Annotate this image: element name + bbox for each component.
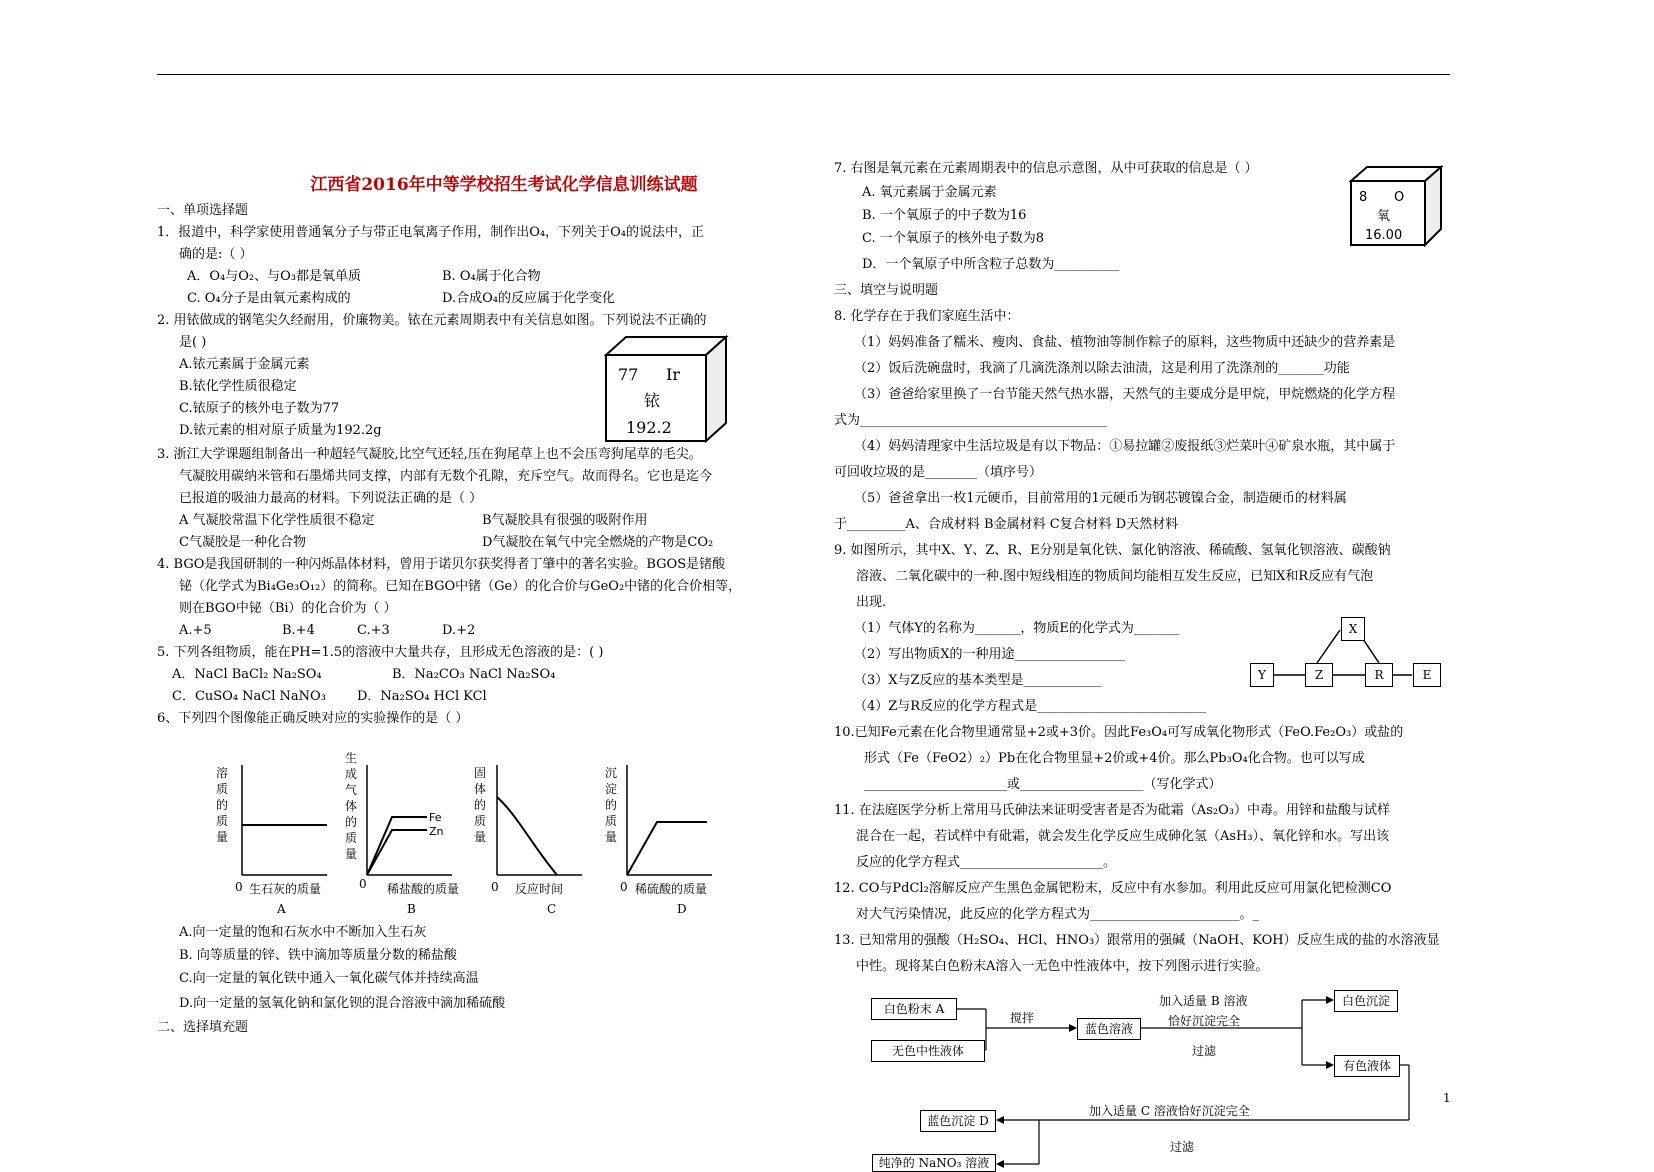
box-blue-precipitate: 蓝色沉淀 D [920, 1110, 996, 1132]
question-3: 3. 浙江大学课题组制备出一种超轻气凝胶,比空气还轻,压在狗尾草上也不会压弯狗尾草的毛尖。 [157, 447, 702, 462]
option-6a: A.向一定量的饱和石灰水中不断加入生石灰 [179, 925, 427, 940]
node-r: R [1365, 663, 1393, 687]
option-7b: B. 一个氧原子的中子数为16 [862, 208, 1027, 223]
option-2c: C.铱原子的核外电子数为77 [179, 401, 340, 416]
iridium-name: 铱 [644, 391, 661, 410]
option-7d: D．一个氧原子中所含粒子总数为__________ [862, 257, 1120, 272]
question-2: 2. 用铱做成的钢笔尖久经耐用，价廉物美。铱在元素周期表中有关信息如图。下列说法不正确的 [157, 313, 707, 328]
question-4-cont1: 铋（化学式为Bi₄Ge₃O₁₂）的简称。已知在BGO中锗（Ge）的化合价与GeO₂中锗的化合价相等， [179, 579, 742, 594]
question-6: 6、下列四个图像能正确反映对应的实验操作的是（ ） [157, 711, 469, 726]
option-3c: C气凝胶是一种化合物 [179, 535, 306, 550]
oxygen-element-box [1349, 165, 1444, 247]
graph-c-origin: 0 [491, 880, 499, 894]
q8-part1: （1）妈妈准备了糯米、瘦肉、食盐、植物油等制作粽子的原料，这些物质中还缺少的营养素是 [854, 335, 1396, 350]
graph-a-ylabel: 溶质的质量 [215, 766, 228, 844]
node-x: X [1341, 617, 1365, 641]
q9-part2: （2）写出物质X的一种用途_________________ [854, 647, 1126, 662]
option-2a: A.铱元素属于金属元素 [179, 357, 310, 372]
option-4d: D.+2 [442, 623, 476, 638]
oxygen-mass: 16.00 [1365, 228, 1403, 243]
graph-d-xlabel: 稀硫酸的质量 [635, 882, 708, 896]
option-1a: A．O₄与O₂、与O₃都是氧单质 [187, 269, 361, 284]
node-y: Y [1250, 663, 1274, 687]
question-1-cont: 确的是:（ ） [179, 247, 253, 262]
graph-d-ylabel: 沉淀的质量 [604, 766, 617, 844]
option-2d: D.铱元素的相对原子质量为192.2g [179, 423, 382, 438]
option-4c: C.+3 [357, 623, 390, 638]
series-fe: Fe [429, 811, 442, 824]
q8-part5-cont: 于_________A、合成材料 B金属材料 C复合材料 D天然材料 [834, 517, 1179, 532]
label-stir: 搅拌 [1010, 1011, 1035, 1025]
question-5: 5. 下列各组物质，能在PH=1.5的溶液中大量共存，且形成无色溶液的是：( ) [157, 645, 604, 660]
box-white-powder: 白色粉末 A [871, 998, 957, 1020]
question-7: 7. 右图是氧元素在元素周期表中的信息示意图，从中可获取的信息是（ ） [834, 161, 1258, 176]
graph-b-letter: B [407, 902, 416, 916]
q8-part3: （3）爸爸给家里换了一台节能天然气热水器，天然气的主要成分是甲烷，甲烷燃烧的化学方程 [854, 387, 1396, 402]
option-5a: A．NaCl BaCl₂ Na₂SO₄ [172, 667, 322, 682]
q9-part4: （4）Z与R反应的化学方程式是__________________________ [854, 699, 1207, 714]
q8-part5: （5）爸爸拿出一枚1元硬币，目前常用的1元硬币为钢芯镀镍合金，制造硬币的材料属 [854, 491, 1347, 506]
question-12-cont: 对大气污染情况，此反应的化学方程式为_______________________。_ [856, 907, 1260, 922]
section-heading-3: 三、填空与说明题 [834, 283, 939, 298]
option-1d: D.合成O₄的反应属于化学变化 [442, 291, 615, 306]
question-13: 13. 已知常用的强酸（H₂SO₄、HCl、HNO₃）跟常用的强碱（NaOH、KOH）反应生成的盐的水溶液显 [834, 933, 1440, 948]
question-1: 1．报道中，科学家使用普通氧分子与带正电氧离子作用，制作出O₄，下列关于O₄的说法中，正 [157, 225, 705, 240]
iridium-number: 77 [618, 365, 639, 384]
q9-part3: （3）X与Z反应的基本类型是____________ [854, 673, 1102, 688]
graph-d-origin: 0 [620, 880, 628, 894]
option-6c: C.向一定量的氧化铁中通入一氧化碳气体并持续高温 [179, 971, 479, 986]
option-5c: C．CuSO₄ NaCl NaNO₃ [172, 689, 326, 704]
box-blue-solution: 蓝色溶液 [1077, 1018, 1141, 1040]
graph-d-letter: D [677, 902, 687, 916]
q8-part4: （4）妈妈清理家中生活垃圾是有以下物品：①易拉罐②废报纸③烂菜叶④矿泉水瓶，其中属于 [854, 439, 1396, 454]
graph-a-xlabel: 生石灰的质量 [249, 882, 322, 896]
q8-part4-cont: 可回收垃圾的是________（填序号） [834, 465, 1043, 480]
iridium-symbol: Ir [666, 365, 680, 384]
option-3d: D气凝胶在氧气中完全燃烧的产物是CO₂ [482, 535, 714, 550]
page-number: 1 [1443, 1091, 1451, 1105]
box-colorless-liquid: 无色中性液体 [871, 1040, 985, 1062]
label-add-b: 加入适量 B 溶液 [1159, 994, 1248, 1008]
question-13-cont: 中性。现将某白色粉末A溶入一无色中性液体中，按下列图示进行实验。 [856, 959, 1269, 974]
option-6d: D.向一定量的氢氧化钠和氯化钡的混合溶液中滴加稀硫酸 [179, 996, 506, 1011]
question-2-cont: 是( ) [179, 335, 207, 350]
oxygen-number: 8 [1359, 190, 1368, 205]
label-add-b2: 恰好沉淀完全 [1168, 1014, 1241, 1028]
node-e: E [1413, 663, 1441, 687]
header-rule [157, 74, 1450, 75]
box-white-precipitate: 白色沉淀 [1334, 990, 1398, 1012]
box-pure-nano3: 纯净的 NaNO₃ 溶液 [872, 1154, 996, 1172]
graph-a-origin: 0 [235, 880, 243, 894]
graph-a-letter: A [277, 902, 286, 916]
option-5d: D．Na₂SO₄ HCl KCl [357, 689, 487, 704]
q8-part3-cont: 式为______________________________________ [834, 413, 1108, 428]
option-5b: B．Na₂CO₃ NaCl Na₂SO₄ [392, 667, 556, 682]
option-3b: B气凝胶具有很强的吸附作用 [482, 513, 648, 528]
graph-c-letter: C [547, 902, 557, 916]
graph-b-ylabel: 生成气体的质量 [344, 751, 357, 861]
graph-c-ylabel: 固体的质量 [473, 766, 486, 844]
question-11-cont1: 混合在一起，若试样中有砒霜，就会发生化学反应生成砷化氢（AsH₃）、氧化锌和水。写出该 [856, 829, 1390, 844]
option-2b: B.铱化学性质很稳定 [179, 379, 297, 394]
node-z: Z [1305, 663, 1333, 687]
option-7a: A. 氧元素属于金属元素 [862, 185, 997, 200]
label-filter-1: 过滤 [1192, 1044, 1217, 1058]
graph-c-xlabel: 反应时间 [515, 882, 564, 896]
section-heading-1: 一、单项选择题 [157, 203, 249, 218]
question-10-cont1: 形式（Fe（FeO2）₂）Pb在化合物里显+2价或+4价。那么Pb₃O₄化合物。也可以写成 [864, 751, 1365, 766]
graph-b-origin: 0 [359, 877, 367, 891]
question-4-cont2: 则在BGO中铋（Bi）的化合价为（ ） [179, 601, 397, 616]
question-4: 4. BGO是我国研制的一种闪烁晶体材料，曾用于诺贝尔获奖得者丁肇中的著名实验。BGOS是锗酸 [157, 557, 726, 572]
graph-b-xlabel: 稀盐酸的质量 [387, 882, 460, 896]
question-9-cont2: 出现. [856, 595, 887, 610]
oxygen-name: 氧 [1377, 209, 1391, 224]
option-4a: A.+5 [179, 623, 212, 638]
question-9-cont1: 溶液、二氧化碳中的一种.图中短线相连的物质间均能相互发生反应，已知X和R反应有气泡 [856, 569, 1374, 584]
page-title: 江西省2016年中等学校招生考试化学信息训练试题 [310, 175, 698, 195]
question-11-cont2: 反应的化学方程式______________________。 [856, 855, 1117, 870]
question-11: 11. 在法庭医学分析上常用马氏砷法来证明受害者是否为砒霜（As₂O₃）中毒。用锌和盐酸与试样 [834, 803, 1390, 818]
question-3-cont1: 气凝胶用碳纳米管和石墨烯共同支撑，内部有无数个孔隙，充斥空气。故而得名。它也是迄今 [179, 469, 713, 484]
q8-part2: （2）饭后洗碗盘时，我滴了几滴洗涤剂以除去油渍，这是利用了洗涤剂的_______功能 [854, 361, 1350, 376]
label-add-c: 加入适量 C 溶液恰好沉淀完全 [1089, 1104, 1250, 1118]
option-4b: B.+4 [282, 623, 315, 638]
question-3-cont2: 已报道的吸油力最高的材料。下列说法正确的是（ ） [179, 491, 483, 506]
question-10-cont2: ______________________或___________________（写化学式） [864, 777, 1222, 792]
oxygen-symbol: O [1394, 190, 1405, 205]
question-10: 10.已知Fe元素在化合物里通常显+2或+3价。因此Fe₃O₄可写成氧化物形式（FeO.Fe₂O₃）或盐的 [834, 725, 1404, 740]
option-1b: B. O₄属于化合物 [442, 269, 541, 284]
iridium-mass: 192.2 [626, 418, 672, 437]
q9-part1: （1）气体Y的名称为_______，物质E的化学式为_______ [854, 621, 1180, 636]
question-9: 9. 如图所示，其中X、Y、Z、R、E分别是氧化铁、氯化钠溶液、稀硫酸、氢氧化钡溶液、碳酸钠 [834, 543, 1391, 558]
option-6b: B. 向等质量的锌、铁中滴加等质量分数的稀盐酸 [179, 948, 457, 963]
series-zn: Zn [429, 825, 444, 838]
option-7c: C. 一个氧原子的核外电子数为8 [862, 231, 1045, 246]
option-1c: C. O₄分子是由氧元素构成的 [187, 291, 351, 306]
label-filter-2: 过滤 [1170, 1140, 1195, 1154]
question-8: 8. 化学存在于我们家庭生活中： [834, 309, 1020, 324]
iridium-element-box [604, 335, 729, 443]
box-colored-liquid: 有色液体 [1334, 1055, 1400, 1077]
section-heading-2: 二、选择填充题 [157, 1020, 249, 1035]
question-12: 12. CO与PdCl₂溶解反应产生黑色金属钯粉末，反应中有水参加。利用此反应可用氯化钯检测CO [834, 881, 1392, 896]
option-3a: A 气凝胶常温下化学性质很不稳定 [179, 513, 375, 528]
